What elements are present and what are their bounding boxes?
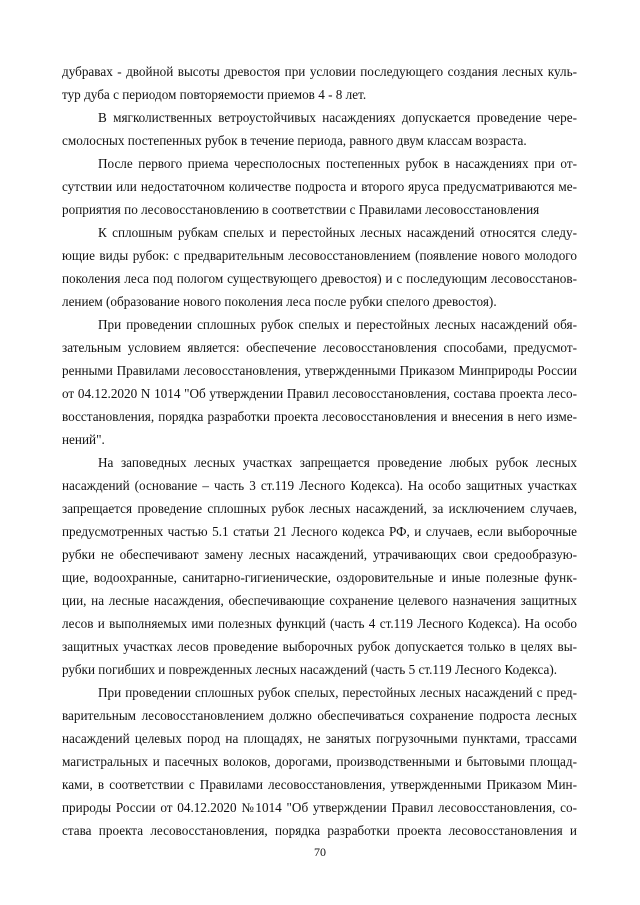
text-line: поколения леса под пологом существующего древостоя) и с последующим лесовосстанов- — [62, 271, 577, 286]
paragraph — [62, 106, 577, 152]
text-line: В мягколиственных ветроустойчивых насаждениях допускается проведение чере- — [98, 110, 577, 125]
text-line: тур дуба с периодом повторяемости приемов 4 - 8 лет. — [62, 87, 367, 102]
text-line: зательным условием является: обеспечение лесовосстановления способами, предусмот- — [62, 340, 577, 355]
text-line: лесов и выполняемых ими полезных функций (часть 4 ст.119 Лесного Кодекса). На особо — [62, 616, 577, 631]
paragraph — [62, 221, 577, 313]
body-text — [62, 60, 577, 842]
text-line: ющие виды рубок: с предварительным лесовосстановлением (появление нового молодого — [62, 248, 577, 263]
text-line: сутствии или недостаточном количестве подроста и второго яруса предусматриваются ме- — [62, 179, 577, 194]
text-line: насаждений (основание – часть 3 ст.119 Лесного Кодекса). На особо защитных участках — [62, 478, 577, 493]
text-line: нений". — [62, 432, 105, 447]
paragraph — [62, 451, 577, 681]
text-line: щие, водоохранные, санитарно-гигиенические, оздоровительные и иные полезные функ- — [62, 570, 577, 585]
text-line: става проекта лесовосстановления, порядка разработки проекта лесовосстановления и — [62, 823, 577, 838]
paragraph — [62, 313, 577, 451]
page-number: 70 — [314, 845, 326, 859]
text-line: природы России от 04.12.2020 №1014 "Об утверждении Правил лесовосстановления, со- — [62, 800, 577, 815]
text-line: от 04.12.2020 N 1014 "Об утверждении Правил лесовосстановления, состава проекта лесо- — [62, 386, 577, 401]
text-line: рубки погибших и поврежденных лесных насаждений (часть 5 ст.119 Лесного Кодекса). — [62, 662, 558, 677]
text-line: После первого приема чересполосных постепенных рубок в насаждениях при от- — [98, 156, 577, 171]
text-line: роприятия по лесовосстановлению в соответствии с Правилами лесовосстановления — [62, 202, 540, 217]
text-line: При проведении сплошных рубок спелых и перестойных лесных насаждений обя- — [98, 317, 577, 332]
text-line: предусмотренных частью 5.1 статьи 21 Лесного кодекса РФ, и случаев, если выборочные — [62, 524, 577, 539]
text-line: восстановления, порядка разработки проекта лесовосстановления и внесения в него изме- — [62, 409, 577, 424]
text-line: ции, на лесные насаждения, обеспечивающие сохранение целевого назначения защитных — [62, 593, 577, 608]
text-line: ренными Правилами лесовосстановления, утвержденными Приказом Минприроды России — [62, 363, 577, 378]
text-line: насаждений целевых пород на площадях, не занятых погрузочными пунктами, трассами — [62, 731, 577, 746]
paragraph — [62, 60, 577, 106]
text-line: защитных участках лесов проведение выборочных рубок допускается только в целях вы- — [62, 639, 577, 654]
paragraph — [62, 681, 577, 842]
text-line: запрещается проведение сплошных рубок лесных насаждений, за исключением случаев, — [62, 501, 577, 516]
text-line: При проведении сплошных рубок спелых, перестойных лесных насаждений с пред- — [98, 685, 577, 700]
text-line: магистральных и пасечных волоков, дорогами, производственными и бытовыми площад- — [62, 754, 577, 769]
text-line: лением (образование нового поколения леса после рубки спелого древостоя). — [62, 294, 497, 309]
text-line: рубки не обеспечивают замену лесных насаждений, утрачивающих свои средообразую- — [62, 547, 577, 562]
text-line: ками, в соответствии с Правилами лесовосстановления, утвержденными Приказом Мин- — [62, 777, 577, 792]
text-line: К сплошным рубкам спелых и перестойных лесных насаждений относятся следу- — [98, 225, 577, 240]
document-page — [62, 60, 577, 842]
paragraph — [62, 152, 577, 221]
text-line: варительным лесовосстановлением должно обеспечиваться сохранение подроста лесных — [62, 708, 577, 723]
text-line: смолосных постепенных рубок в течение периода, равного двум классам возраста. — [62, 133, 527, 148]
text-line: На заповедных лесных участках запрещается проведение любых рубок лесных — [98, 455, 577, 470]
text-line: дубравах - двойной высоты древостоя при условии последующего создания лесных куль- — [62, 64, 577, 79]
